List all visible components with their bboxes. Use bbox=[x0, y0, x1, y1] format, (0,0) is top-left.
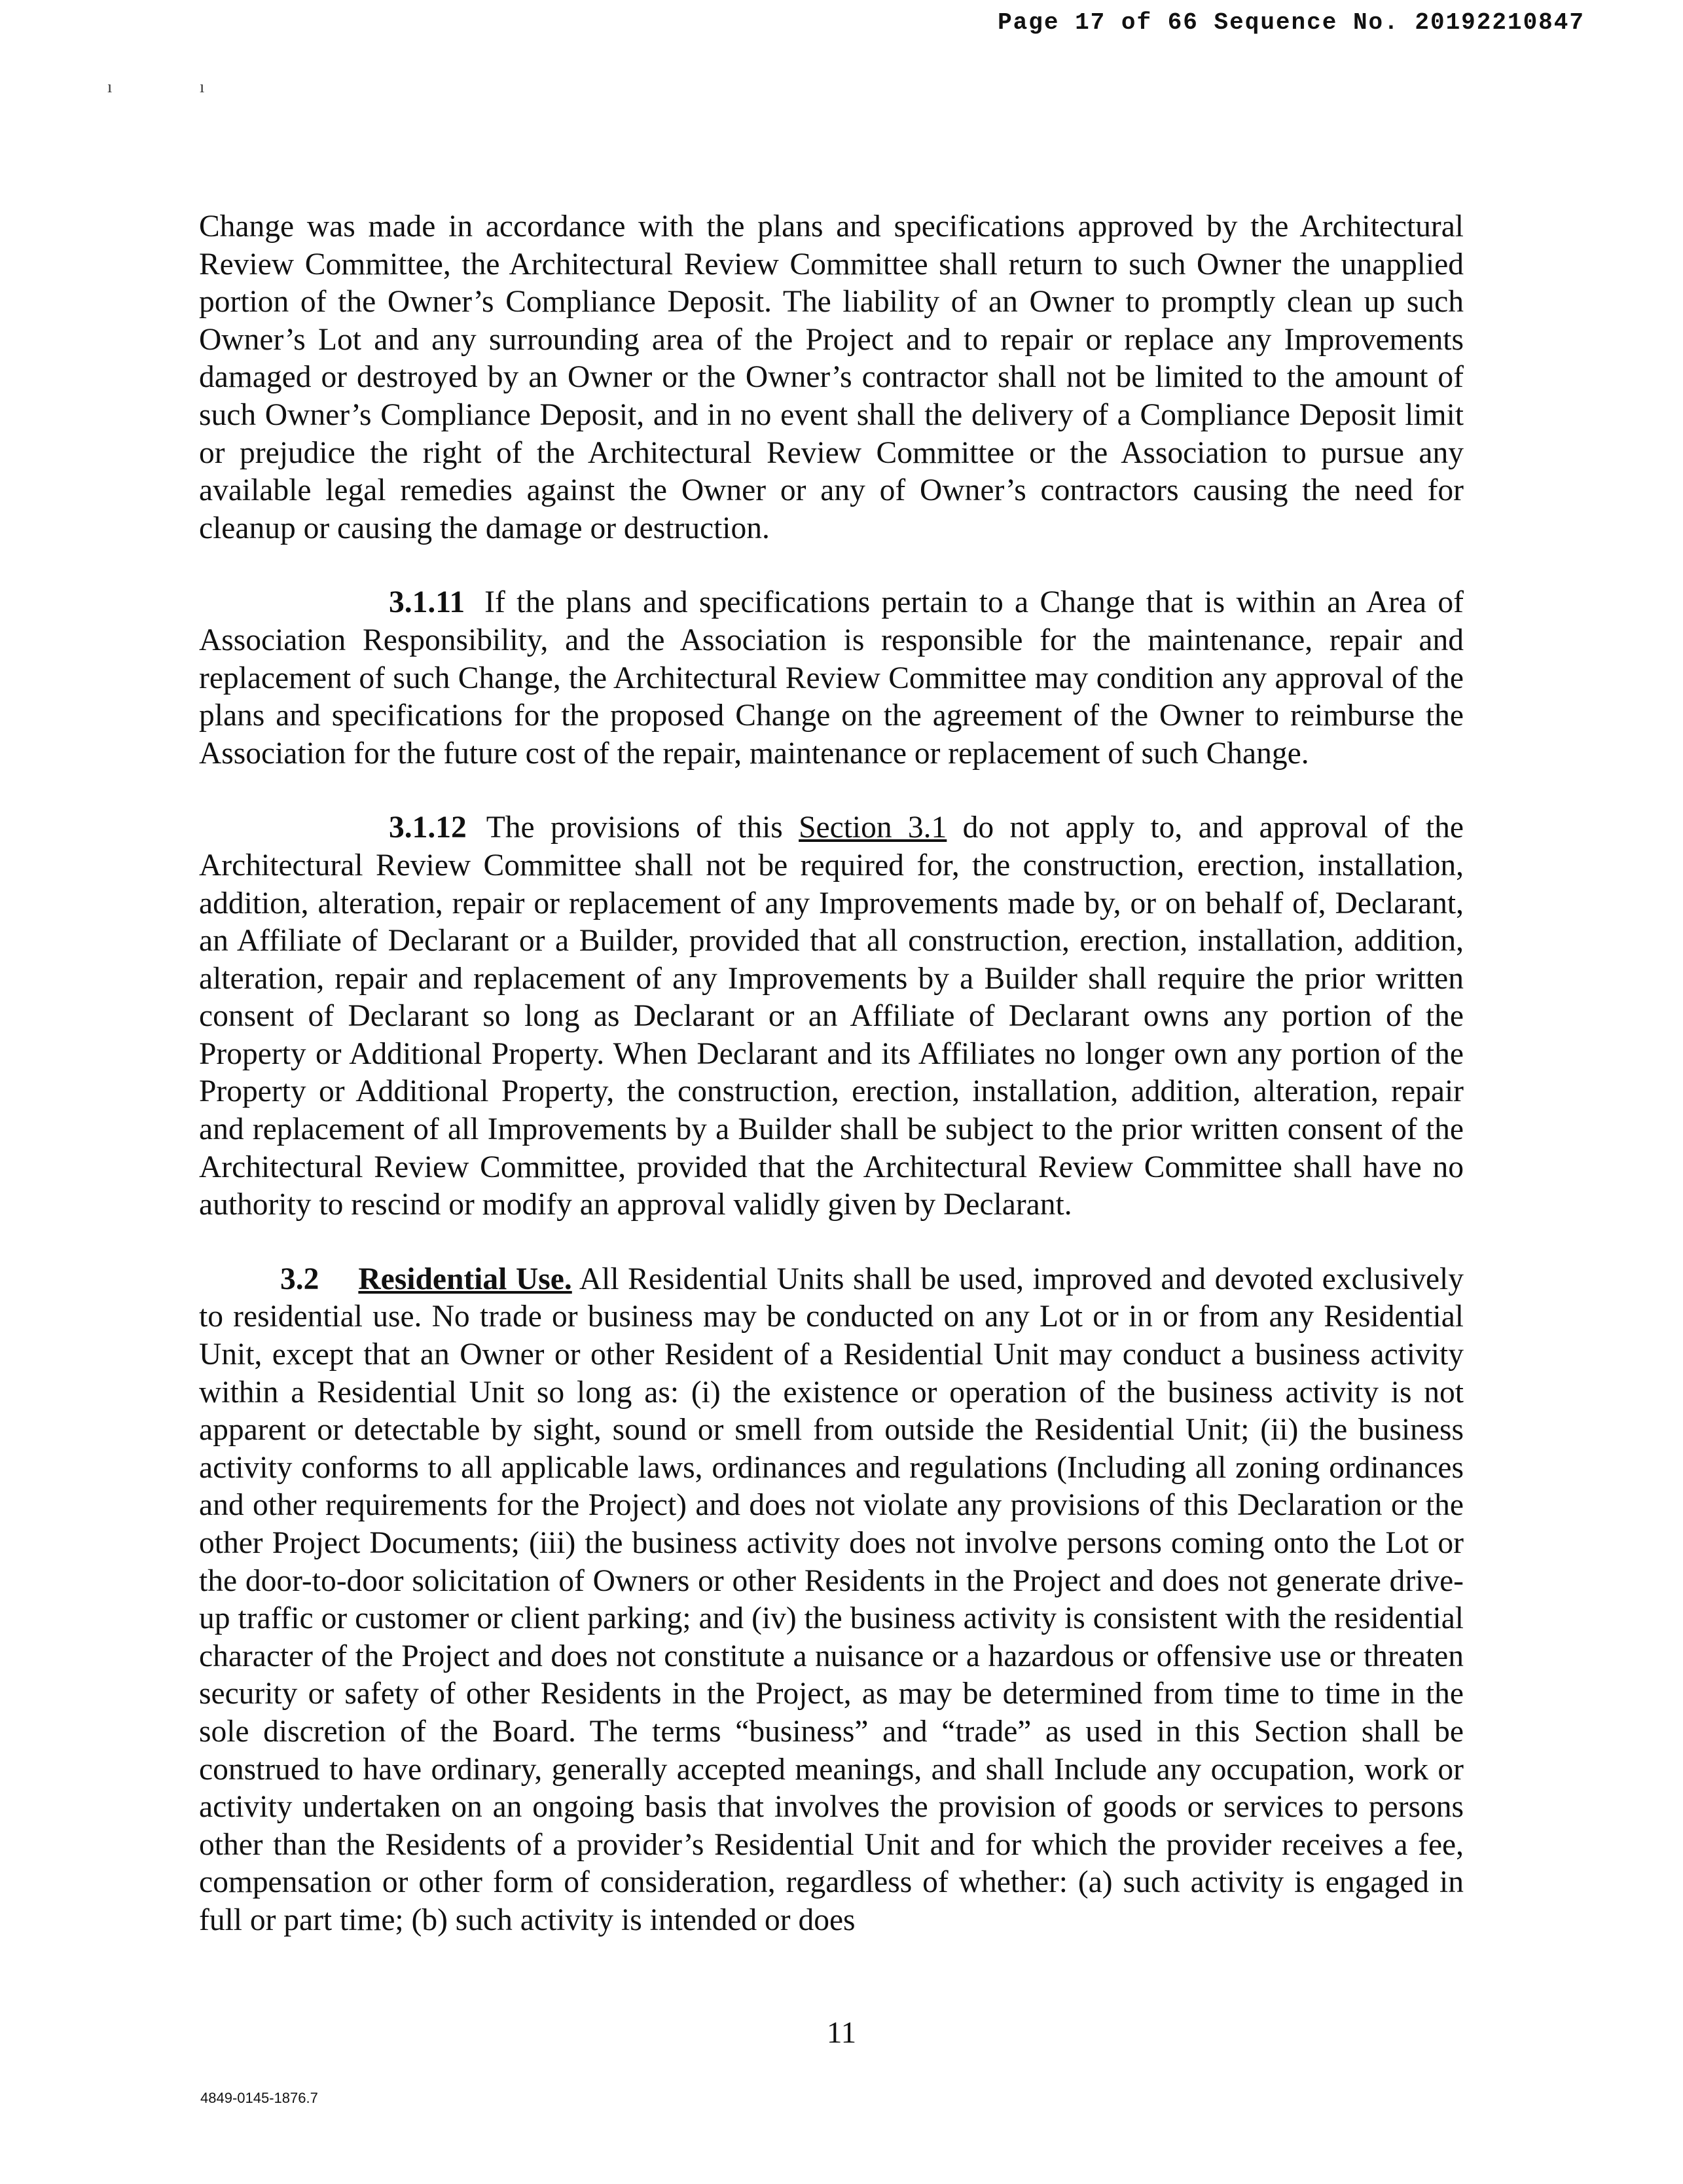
section-number: 3.1.12 bbox=[389, 810, 467, 845]
document-id: 4849-0145-1876.7 bbox=[200, 2090, 318, 2106]
paragraph-3-2 bbox=[199, 1261, 1464, 1940]
section-text: The provisions of this bbox=[486, 810, 799, 845]
page-number: 11 bbox=[826, 2016, 857, 2050]
section-number: 3.2 bbox=[280, 1262, 319, 1296]
section-reference: Section 3.1 bbox=[799, 810, 947, 845]
section-text: If the plans and specifications pertain to a Change that is within an Area of Association Responsibility, and the Association is responsible for the maintenance, repair and replacement of such Change, the Architectural Review Committee may condition any approval of the plans and specifications for the proposed Change on the agreement of the Owner to reimburse the Association for the future cost of the repair, maintenance or replacement of such Change. bbox=[199, 585, 1464, 771]
scan-mark: ı bbox=[200, 77, 205, 96]
section-text: All Residential Units shall be used, improved and devoted exclusively to residential use. No trade or business may be conducted on any Lot or in or from any Residential Unit, except that an Owner or other Resident of a Residential Unit may conduct a business activity within a Residential Unit so long as: (i) the existence or operation of the business activity is not apparent or detectable by sight, sound or smell from outside the Residential Unit; (ii) the business activity conforms to all applicable laws, ordinances and regulations (Including all zoning ordinances and other requirements for the Project) and does not violate any provisions of this Declaration or the other Project Documents; (iii) the business activity does not involve persons coming onto the Lot or the door-to-door solicitation of Owners or other Residents in the Project and does not generate drive-up traffic or customer or client parking; and (iv) the business activity is consistent with the residential character of the Project and does not constitute a nuisance or a hazardous or offensive use or threaten security or safety of other Residents in the Project, as may be determined from time to time in the sole discretion of the Board. The terms “business” and “trade” as used in this Section shall be construed to have ordinary, generally accepted meanings, and shall Include any occupation, work or activity undertaken on an ongoing basis that involves the provision of goods or services to persons other than the Residents of a provider’s Residential Unit and for which the provider receives a fee, compensation or other form of consideration, regardless of whether: (a) such activity is engaged in full or part time; (b) such activity is intended or does bbox=[199, 1262, 1464, 1937]
section-number: 3.1.11 bbox=[389, 585, 465, 620]
paragraph-continuation: Change was made in accordance with the plans and specifications approved by the Architectural Review Committee, the Architectural Review Committee shall return to such Owner the unapplied portion of the Owner’s Compliance Deposit. The liability of an Owner to promptly clean up such Owner’s Lot and any surrounding area of the Project and to repair or replace any Improvements damaged or destroyed by an Owner or the Owner’s contractor shall not be limited to the amount of such Owner’s Compliance Deposit, and in no event shall the delivery of a Compliance Deposit limit or prejudice the right of the Architectural Review Committee or the Association to pursue any available legal remedies against the Owner or any of Owner’s contractors causing the need for cleanup or causing the damage or destruction. bbox=[199, 209, 1464, 545]
section-text: do not apply to, and approval of the Architectural Review Committee shall not be required for, the construction, erection, installation, addition, alteration, repair or replacement of any Improvements made by, or on behalf of, Declarant, an Affiliate of Declarant or a Builder, provided that all construction, erection, installation, addition, alteration, repair and replacement of any Improvements by a Builder shall require the prior written consent of Declarant so long as Declarant or an Affiliate of Declarant owns any portion of the Property or Additional Property. When Declarant and its Affiliates no longer own any portion of the Property or Additional Property, the construction, erection, installation, addition, alteration, repair and replacement of all Improvements by a Builder shall be subject to the prior written consent of the Architectural Review Committee, provided that the Architectural Review Committee shall have no authority to rescind or modify an approval validly given by Declarant. bbox=[199, 810, 1464, 1222]
section-title: Residential Use. bbox=[358, 1262, 572, 1296]
paragraph-3-1-11 bbox=[199, 584, 1464, 773]
page-sequence-header: Page 17 of 66 Sequence No. 20192210847 bbox=[998, 9, 1585, 36]
document-body bbox=[199, 208, 1464, 1976]
scan-mark: ı bbox=[107, 77, 113, 96]
paragraph-3-1-12 bbox=[199, 809, 1464, 1224]
